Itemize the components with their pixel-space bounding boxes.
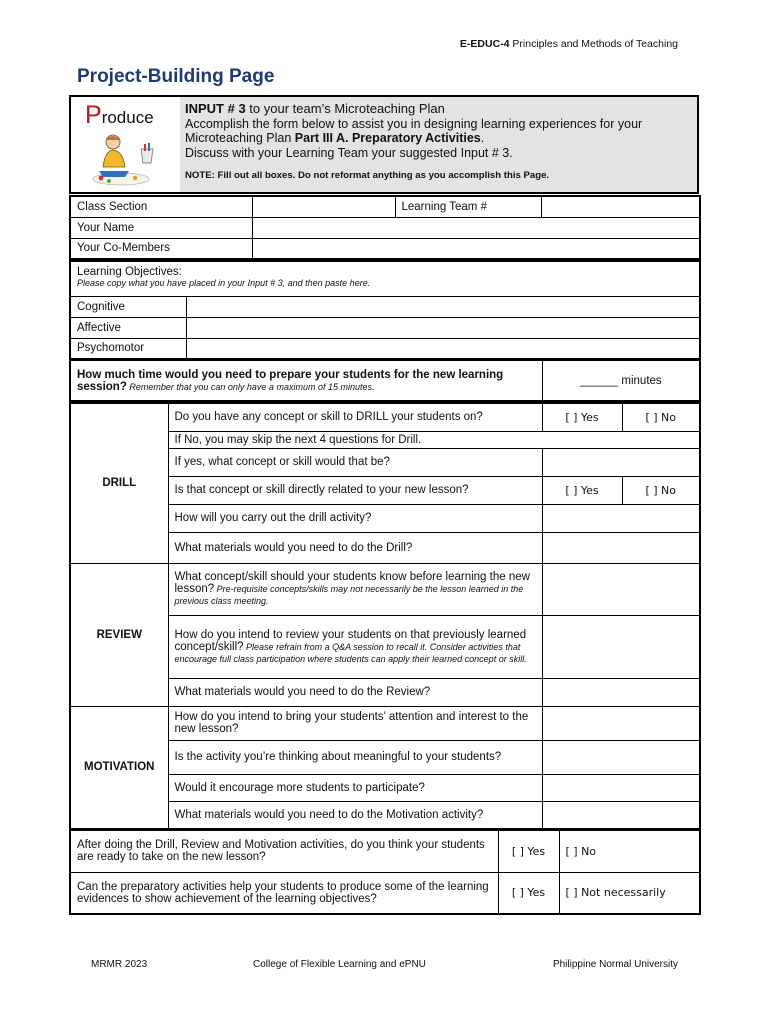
produce-logo [71,97,180,192]
drill-q6-input[interactable] [542,532,700,563]
drill-q5-input[interactable] [542,504,700,532]
footer-center: College of Flexible Learning and ePNU [253,959,426,970]
intro-text-area: INPUT # 3 to your team’s Microteaching Plan Accomplish the form below to assist you in designing learning experiences for your Microteaching Plan Part III A. Preparatory Activities. Discuss with your Learning Team your suggested Input # 3. NOTE: Fill out all boxes. Do not reformat anything as you accomplish this Page. [180,97,697,192]
drill-q2: If No, you may skip the next 4 questions for Drill. [168,431,700,448]
drill-label: DRILL [70,403,168,563]
motivation-q2-input[interactable] [542,740,700,774]
motivation-q4: What materials would you need to do the Motivation activity? [168,801,542,829]
review-q1-input[interactable] [542,563,700,615]
time-minutes-input[interactable]: ______ minutes [542,360,700,401]
your-name-input[interactable] [252,217,700,238]
cognitive-label: Cognitive [70,296,186,317]
course-title: Principles and Methods of Teaching [512,38,678,50]
objectives-label: Learning Objectives: [77,266,182,278]
class-section-input[interactable] [252,196,395,217]
footer-right: Philippine Normal University [552,959,678,970]
class-section-label: Class Section [70,196,252,217]
motivation-q2: Is the activity you’re thinking about meaningful to your students? [168,740,542,774]
activities-table [69,402,701,830]
final-q2-no-checkbox[interactable]: [ ] Not necessarily [559,872,700,914]
info-table [69,195,701,260]
footer-left: MRMR 2023 [91,959,148,970]
drill-q4: Is that concept or skill directly related to your new lesson? [168,476,542,504]
intro-note: NOTE: Fill out all boxes. Do not reformat anything as you accomplish this Page. [185,170,550,181]
drill-q1-yes-checkbox[interactable]: [ ] Yes [542,403,622,431]
review-q2-input[interactable] [542,615,700,678]
motivation-label: MOTIVATION [70,706,168,829]
produce-wordmark: Produce [85,101,154,129]
final-q1-yes-checkbox[interactable]: [ ] Yes [498,830,559,872]
review-label: REVIEW [70,563,168,706]
review-q1: What concept/skill should your students know before learning the new lesson? Pre-requisite concepts/skills may not necessarily be the lesson learned in the previous class meeting. [168,563,542,615]
learning-team-input[interactable] [541,196,700,217]
drill-q3-input[interactable] [542,448,700,476]
drill-q1-no-checkbox[interactable]: [ ] No [622,403,700,431]
drill-q4-no-checkbox[interactable]: [ ] No [622,476,700,504]
intro-discuss: Discuss with your Learning Team your suggested Input # 3. [185,146,513,160]
final-q2: Can the preparatory activities help your students to produce some of the learning evidences to show achievement of the learning objectives? [70,872,498,914]
cognitive-input[interactable] [186,296,700,317]
final-q2-yes-checkbox[interactable]: [ ] Yes [498,872,559,914]
drill-q4-yes-checkbox[interactable]: [ ] Yes [542,476,622,504]
intro-instructions: Accomplish the form below to assist you in designing learning experiences for your Microteaching Plan Part III A. Preparatory Activities. [185,117,643,145]
page-title: Project-Building Page [77,66,275,87]
time-question: How much time would you need to prepare your students for the new learning session? Remember that you can only have a maximum of 15 minutes. [70,360,542,401]
review-q3-input[interactable] [542,678,700,706]
objectives-heading [70,261,700,296]
your-name-label: Your Name [70,217,252,238]
objectives-table [69,260,701,360]
review-q3: What materials would you need to do the Review? [168,678,542,706]
co-members-label: Your Co-Members [70,238,252,259]
final-q1: After doing the Drill, Review and Motivation activities, do you think your students are ready to take on the new lesson? [70,830,498,872]
psychomotor-input[interactable] [186,338,700,359]
final-q1-no-checkbox[interactable]: [ ] No [559,830,700,872]
motivation-q3: Would it encourage more students to participate? [168,774,542,801]
page-header [460,38,678,50]
drill-q3: If yes, what concept or skill would that be? [168,448,542,476]
course-code: E-EDUC-4 [459,38,510,50]
child-drawing-icon [91,131,161,187]
drill-q5: How will you carry out the drill activity? [168,504,542,532]
objectives-hint: Please copy what you have placed in your Input # 3, and then paste here. [77,278,371,288]
psychomotor-label: Psychomotor [70,338,186,359]
input-label: INPUT # 3 [185,101,246,116]
review-q2: How do you intend to review your students on that previously learned concept/skill? Please refrain from a Q&A session to recall it. Consider activities that encourage full class participation where students can apply their learned concept or skill. [168,615,542,678]
time-table [69,359,701,402]
intro-box [69,95,699,194]
co-members-input[interactable] [252,238,700,259]
motivation-q3-input[interactable] [542,774,700,801]
drill-q6: What materials would you need to do the Drill? [168,532,542,563]
learning-team-label: Learning Team # [395,196,541,217]
final-table [69,829,701,915]
motivation-q4-input[interactable] [542,801,700,829]
affective-input[interactable] [186,317,700,338]
affective-label: Affective [70,317,186,338]
drill-q1: Do you have any concept or skill to DRILL your students on? [168,403,542,431]
motivation-q1: How do you intend to bring your students’ attention and interest to the new lesson? [168,706,542,740]
motivation-q1-input[interactable] [542,706,700,740]
